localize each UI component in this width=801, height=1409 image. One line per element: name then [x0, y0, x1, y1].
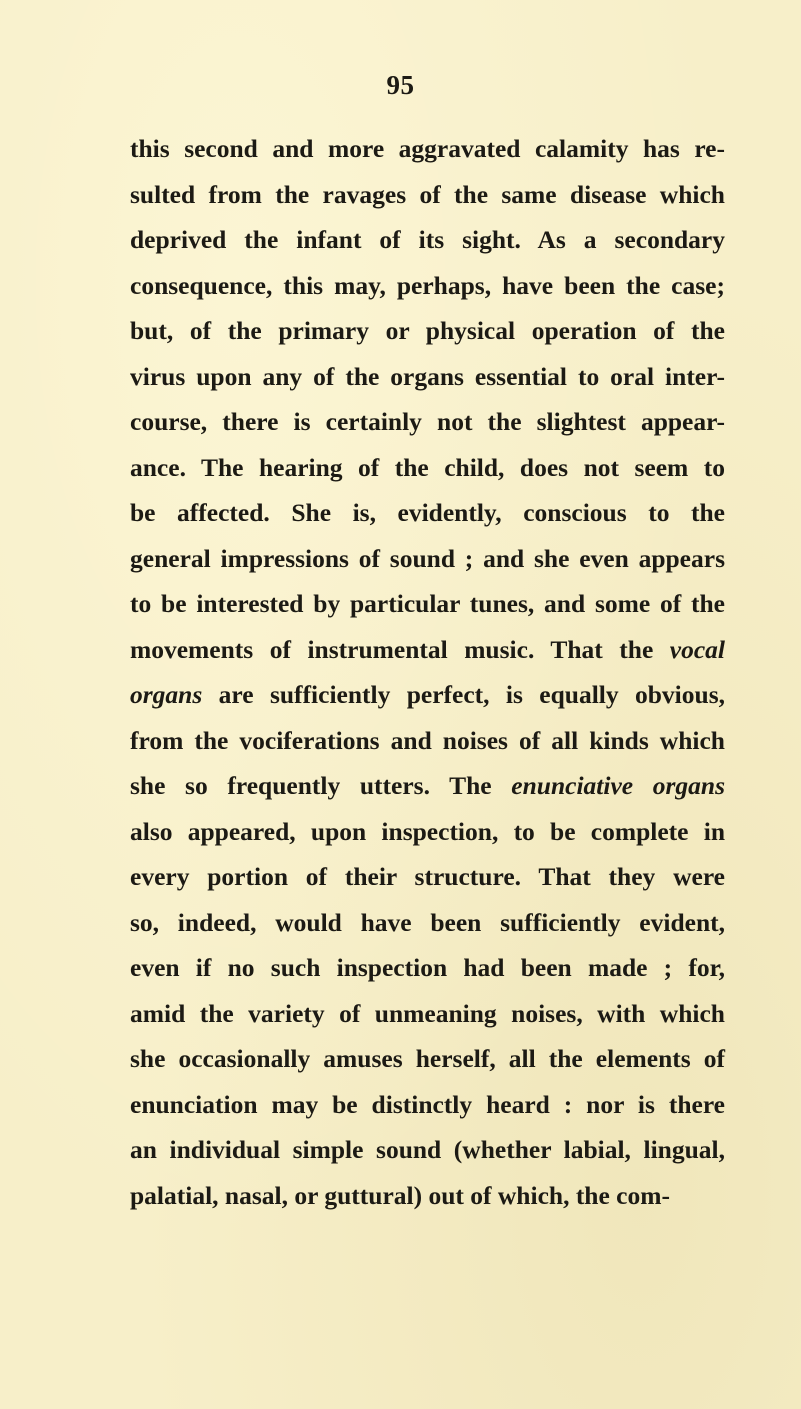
text-line [130, 1036, 725, 1082]
text-line [130, 809, 725, 855]
text-line [130, 445, 725, 491]
text-segment: she so frequently utters. The [130, 771, 512, 800]
text-line [130, 308, 725, 354]
text-line [130, 126, 725, 172]
text-line [130, 1173, 725, 1219]
text-line [130, 581, 725, 627]
text-segment: deprived the infant of its sight. As a secondary [130, 225, 725, 254]
text-line [130, 763, 725, 809]
text-segment: palatial, nasal, or guttural) out of which, the com- [130, 1180, 670, 1210]
text-segment: this second and more aggravated calamity has re- [130, 134, 725, 163]
text-line [130, 1082, 725, 1128]
text-line [130, 945, 725, 991]
text-segment: from the vociferations and noises of all kinds which [130, 725, 725, 755]
text-segment: movements of instrumental music. That the [130, 634, 670, 664]
text-segment: sulted from the ravages of the same disease which [130, 179, 725, 209]
italic-text-segment: vocal [669, 634, 725, 664]
text-segment: consequence, this may, perhaps, have been the case; [130, 270, 725, 300]
body-text [130, 126, 725, 1218]
text-segment: virus upon any of the organs essential to oral inter- [130, 361, 725, 391]
text-line [130, 217, 725, 263]
text-segment: to be interested by particular tunes, and some of the [130, 589, 725, 618]
text-line [130, 627, 725, 673]
text-segment: an individual simple sound (whether labial, lingual, [130, 1135, 725, 1164]
text-line [130, 490, 725, 536]
italic-text-segment: enunciative organs [511, 771, 725, 800]
text-segment: even if no such inspection had been made ; for, [130, 953, 725, 982]
text-segment: amid the variety of unmeaning noises, with which [130, 998, 725, 1028]
text-line [130, 672, 725, 718]
text-segment: enunciation may be distinctly heard : nor is there [130, 1089, 725, 1119]
italic-text-segment: organs [130, 680, 203, 709]
text-line [130, 991, 725, 1037]
text-segment: course, there is certainly not the slightest appear- [130, 407, 725, 436]
text-line [130, 354, 725, 400]
text-line [130, 399, 725, 445]
text-segment: ance. The hearing of the child, does not seem to [130, 452, 725, 482]
text-segment: be affected. She is, evidently, conscious to the [130, 498, 725, 527]
text-line [130, 718, 725, 764]
page-number: 95 [386, 70, 415, 100]
text-line [130, 854, 725, 900]
text-segment: general impressions of sound ; and she even appears [130, 543, 725, 573]
text-segment: are sufficiently perfect, is equally obvious, [202, 680, 725, 709]
text-segment: so, indeed, would have been sufficiently evident, [130, 907, 725, 937]
text-segment: every portion of their structure. That they were [130, 862, 725, 891]
text-segment: also appeared, upon inspection, to be complete in [130, 816, 725, 846]
text-line [130, 172, 725, 218]
text-line [130, 900, 725, 946]
text-line [130, 263, 725, 309]
text-segment: she occasionally amuses herself, all the elements of [130, 1044, 725, 1073]
text-line [130, 536, 725, 582]
text-line [130, 1127, 725, 1173]
text-segment: but, of the primary or physical operation of the [130, 316, 725, 345]
